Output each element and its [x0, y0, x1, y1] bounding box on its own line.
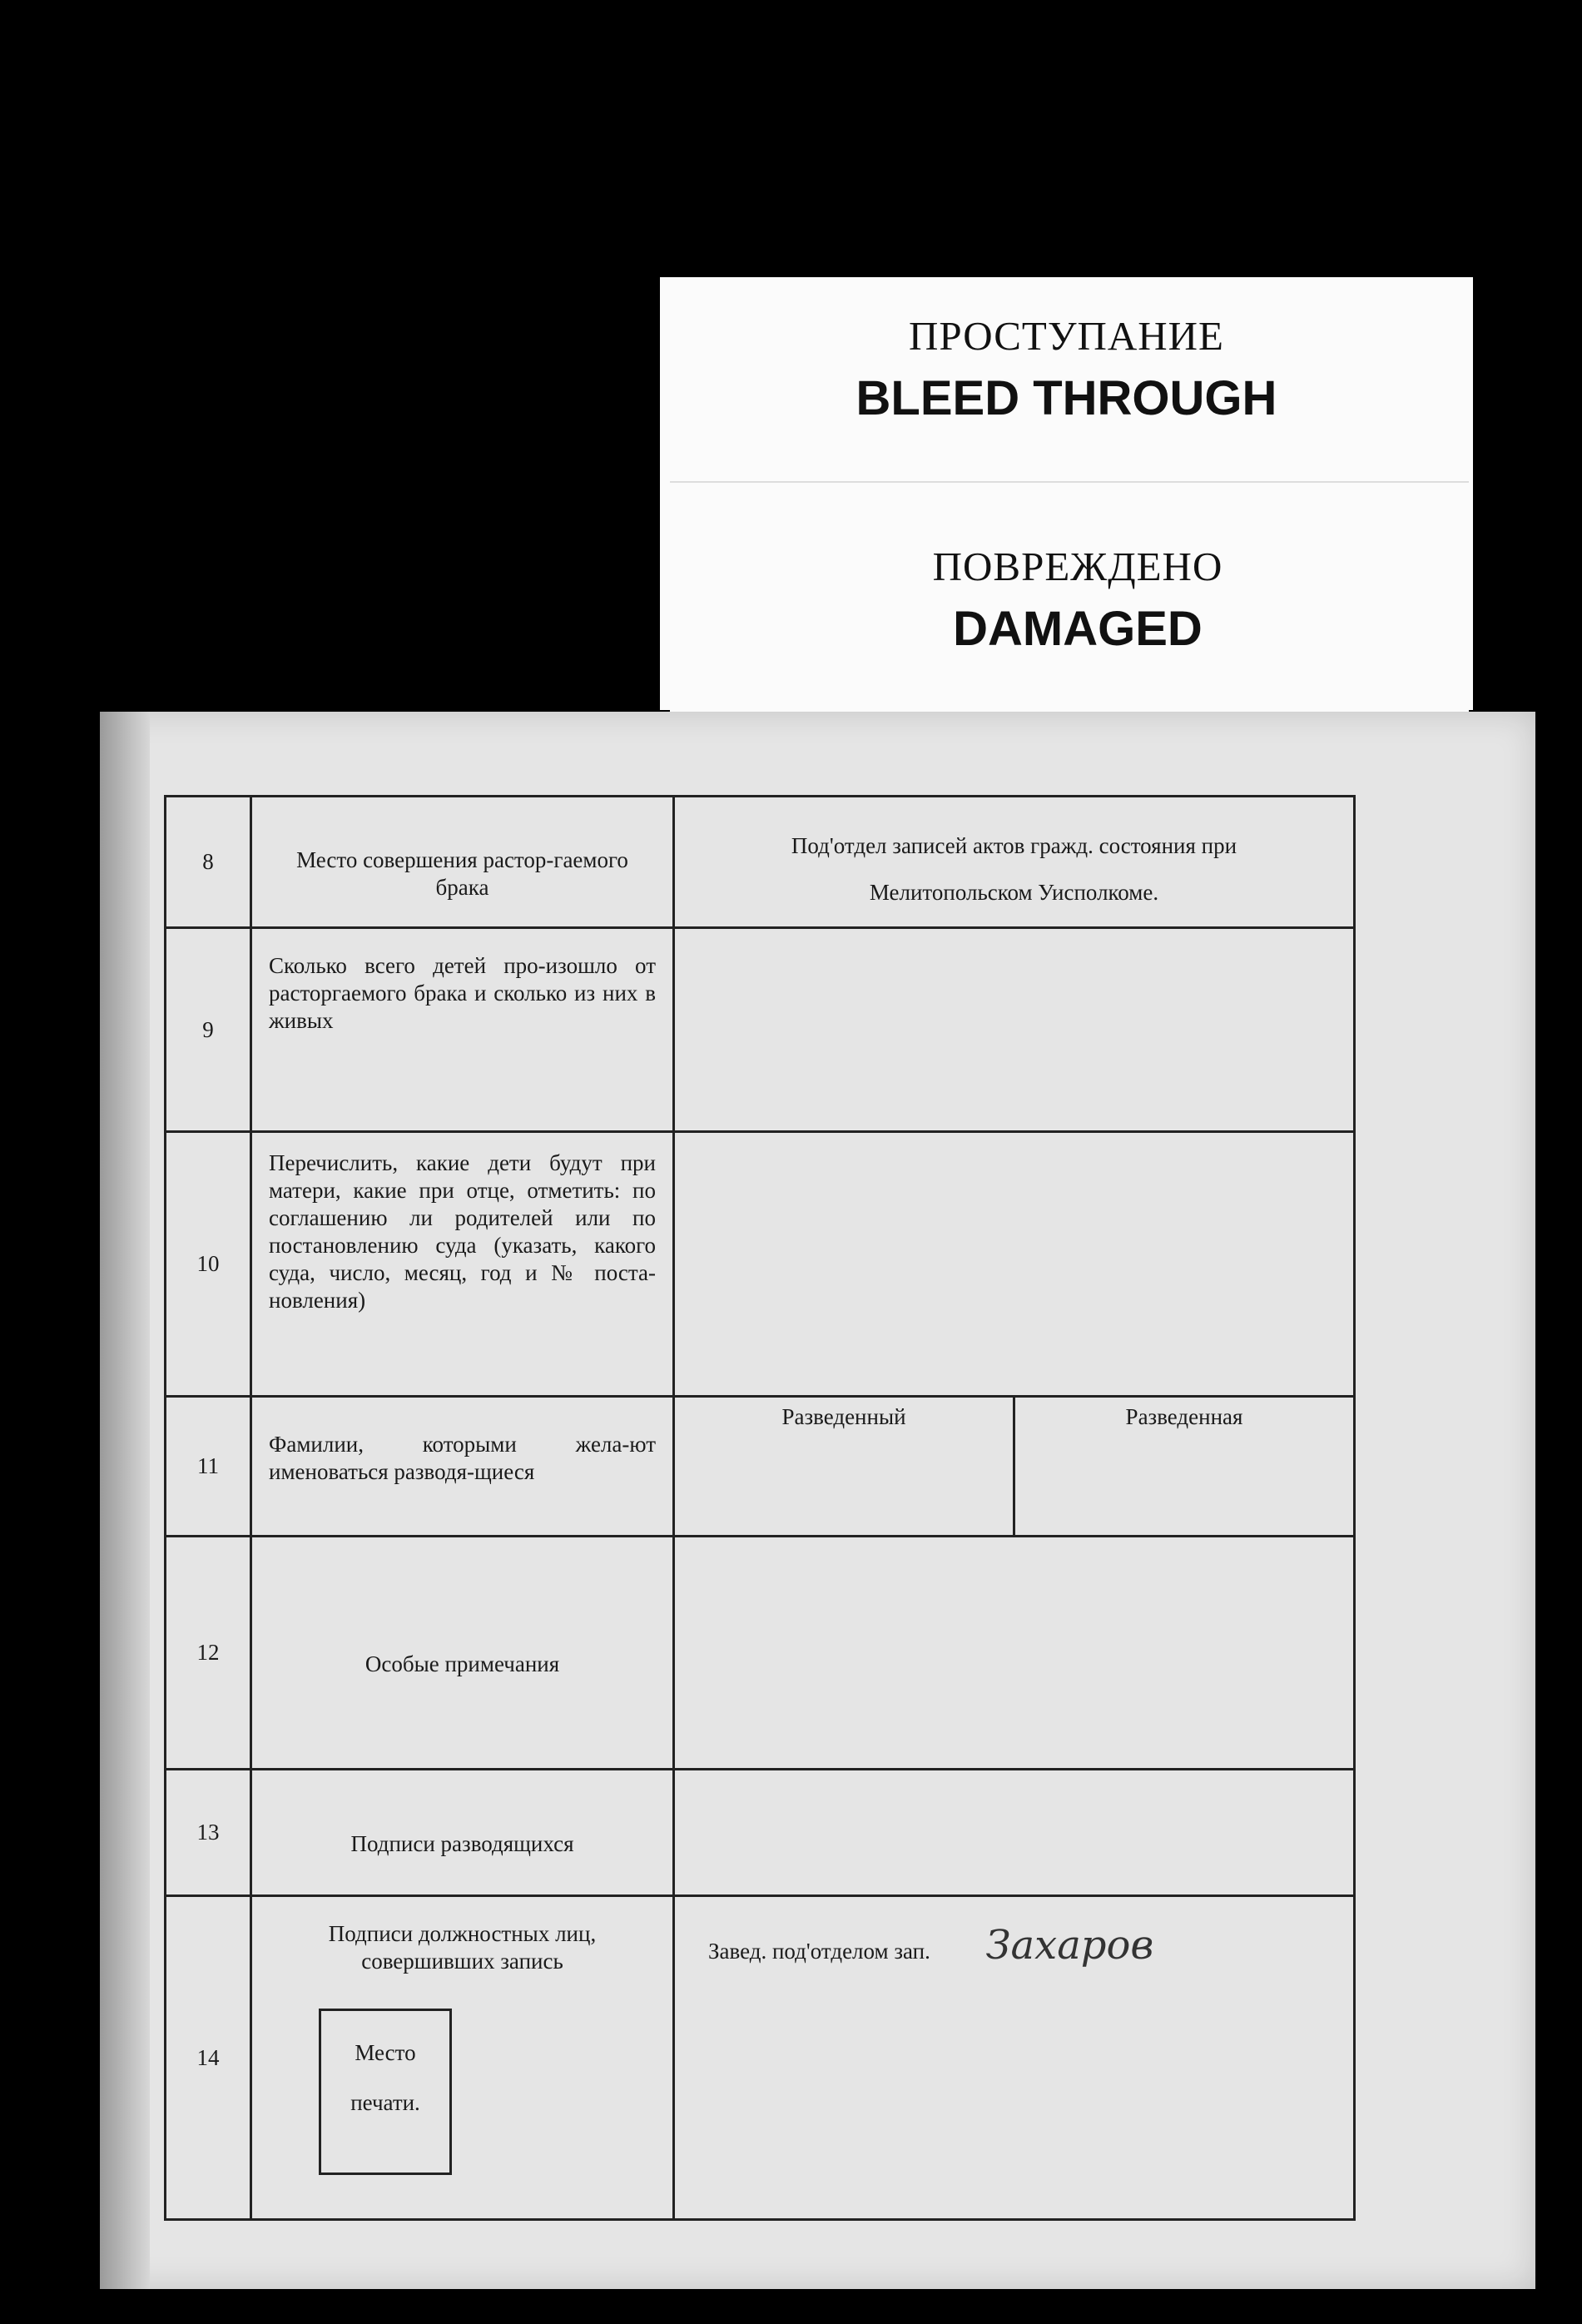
row-value — [674, 1770, 1355, 1896]
row-value — [674, 928, 1355, 1132]
row-label: Перечислить, какие дети будут при матери, какие при отце, отметить: по соглашению ли родителей или по постановлению суда (указать, какого суда, число, месяц, год и № поста-новления) — [251, 1132, 674, 1397]
row-number: 8 — [166, 797, 251, 928]
divorced-wife-header: Разведенная — [1125, 1404, 1243, 1429]
row-number: 12 — [166, 1537, 251, 1770]
row-label: Место совершения растор-гаемого брака — [251, 797, 674, 928]
row-value — [674, 1537, 1355, 1770]
row-number: 9 — [166, 928, 251, 1132]
table-row — [166, 928, 1355, 1132]
table-row — [166, 1132, 1355, 1397]
row-label: Сколько всего детей про-изошло от расторгаемого брака и сколько из них в живых — [251, 928, 674, 1132]
row-value: Под'отдел записей актов гражд. состояния при Мелитопольском Уисполкоме. — [674, 797, 1355, 928]
row-number: 13 — [166, 1770, 251, 1896]
bleed-through-ru: ПРОСТУПАНИЕ — [908, 313, 1224, 359]
row-label — [251, 1896, 674, 2220]
divorced-husband-header: Разведенный — [675, 1398, 1015, 1535]
row-value — [674, 1132, 1355, 1397]
row-value — [674, 1896, 1355, 2220]
table-row — [166, 1896, 1355, 2220]
row-number: 10 — [166, 1132, 251, 1397]
signatures-label: Подписи должностных лиц, совершивших запись — [328, 1921, 597, 1974]
seal-place-box: Место печати. — [319, 2009, 452, 2175]
table-row — [166, 1770, 1355, 1896]
row-label: Особые примечания — [251, 1537, 674, 1770]
table-row — [166, 1537, 1355, 1770]
bleed-through-en: BLEED THROUGH — [855, 371, 1277, 425]
page-edge — [100, 712, 150, 2289]
damaged-en: DAMAGED — [953, 602, 1203, 656]
row-label: Фамилии, которыми жела-ют именоваться разводя-щиеся — [251, 1397, 674, 1537]
table-row — [166, 1397, 1355, 1537]
head-of-department-label: Завед. под'отделом зап. — [708, 1939, 930, 1964]
row-label: Подписи разводящихся — [251, 1770, 674, 1896]
damaged-ru: ПОВРЕЖДЕНО — [932, 544, 1223, 589]
table-row — [166, 797, 1355, 928]
row-value — [674, 1397, 1355, 1537]
form-table — [164, 795, 1356, 2221]
handwritten-signature: Захаров — [985, 1922, 1154, 1969]
row-number: 11 — [166, 1397, 251, 1537]
row-number: 14 — [166, 1896, 251, 2220]
damaged-card — [670, 481, 1469, 720]
